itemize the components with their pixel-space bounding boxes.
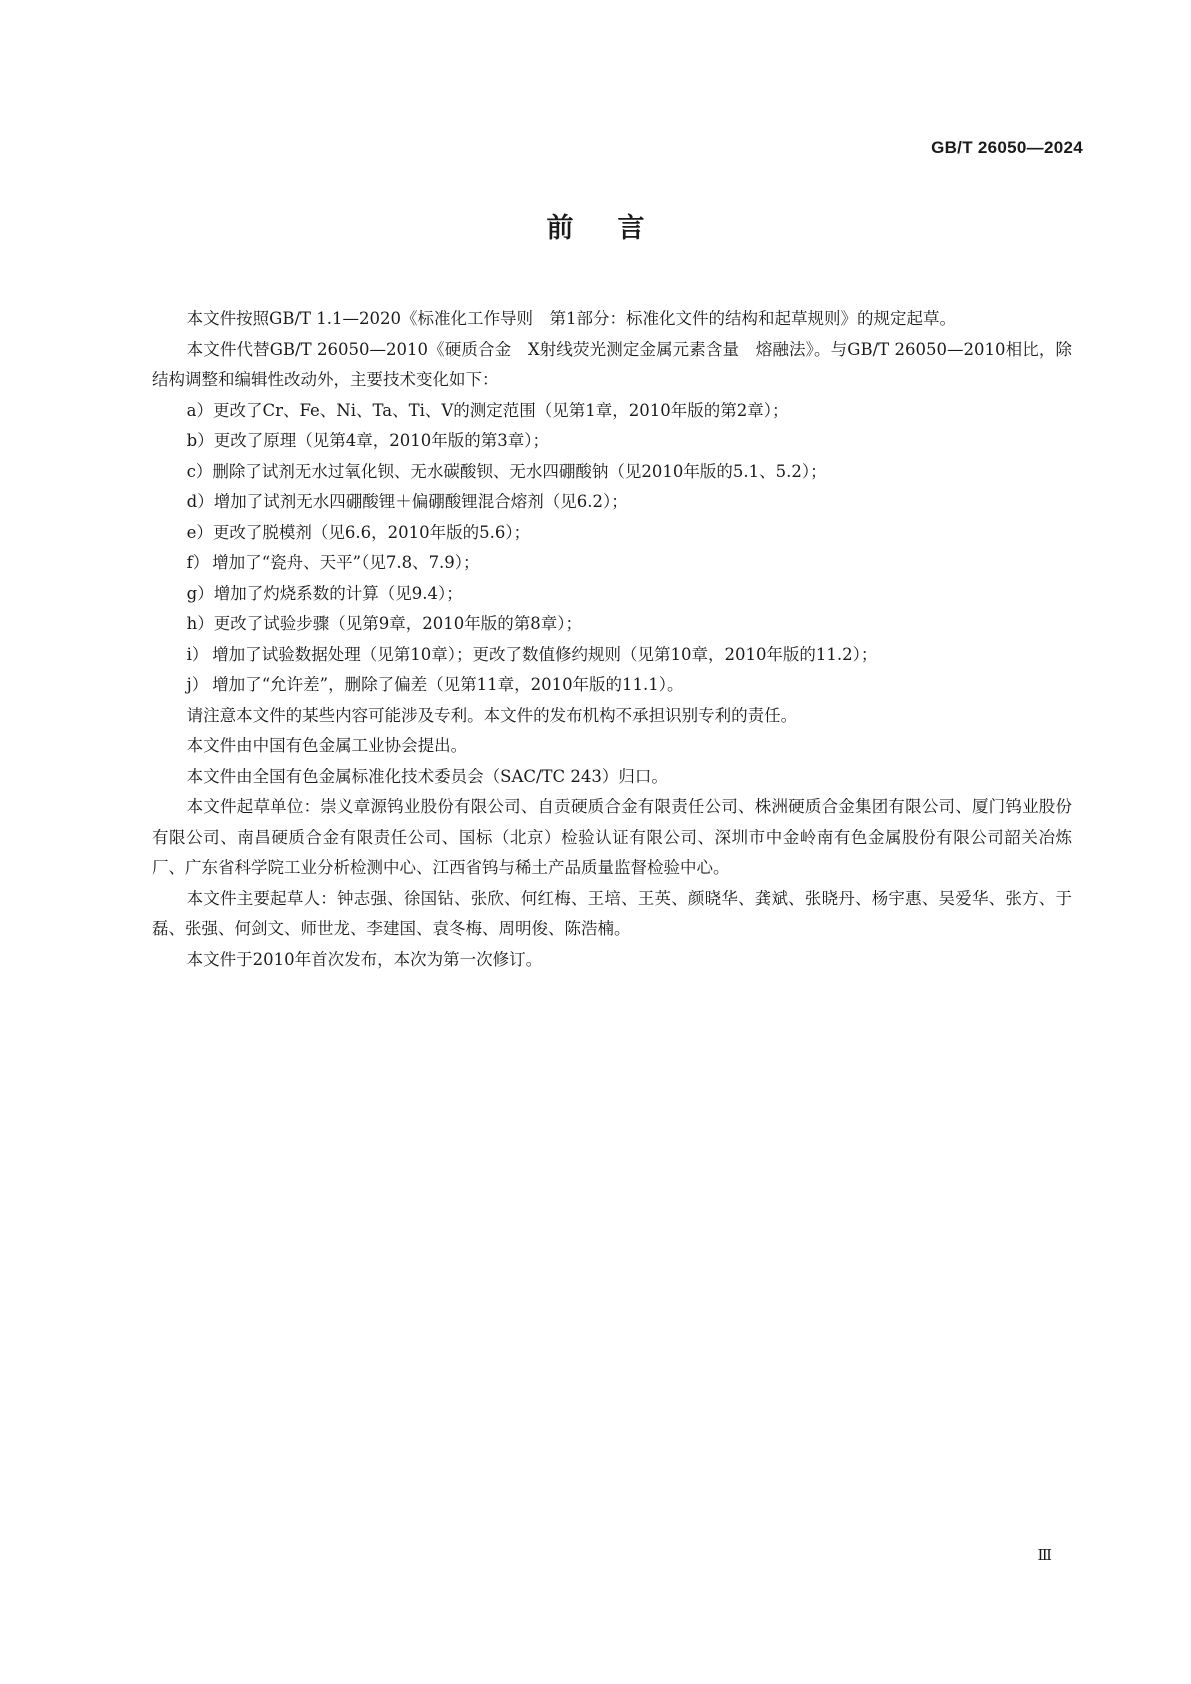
list-item: [152, 487, 1072, 518]
list-marker: h）: [186, 614, 214, 633]
paragraph-drafting-rules: 本文件按照GB/T 1.1—2020《标准化工作导则 第1部分：标准化文件的结构和起草规则》的规定起草。: [186, 309, 956, 328]
list-marker: a）: [186, 400, 213, 420]
list-item: [152, 396, 1072, 427]
list-item-text: 更改了原理（见第4章，2010年版的第3章）；: [213, 431, 549, 450]
list-marker: i）: [186, 644, 209, 664]
list-item-text: 更改了脱模剂（见6.6，2010年版的5.6）；: [212, 522, 531, 542]
list-item-text: 增加了试验数据处理（见第10章）；更改了数值修约规则（见第10章，2010年版的11.2）；: [212, 644, 878, 664]
list-marker: d）: [186, 492, 214, 511]
list-item: [152, 548, 1072, 579]
list-item: [152, 518, 1072, 549]
list-marker: f）: [186, 553, 210, 572]
standard-code: GB/T 26050—2024: [931, 138, 1083, 157]
list-item: [152, 426, 1072, 457]
list-marker: c）: [186, 461, 213, 481]
list-item: [152, 640, 1072, 671]
paragraph-proposer: 本文件由中国有色金属工业协会提出。: [186, 736, 468, 755]
list-item-text: 增加了灼烧系数的计算（见9.4）；: [213, 583, 463, 603]
paragraph-drafters: 本文件主要起草人：钟志强、徐国钻、张欣、何红梅、王培、王英、颜晓华、龚斌、张晓丹、杨宇惠、吴爱华、张方、于磊、张强、何剑文、师世龙、李建国、袁冬梅、周明俊、陈浩楠。: [152, 888, 1072, 938]
page-title: 前言: [546, 213, 689, 244]
list-marker: j）: [186, 675, 209, 694]
list-item-text: 删除了试剂无水过氧化钡、无水碳酸钡、无水四硼酸钠（见2010年版的5.1、5.2）；: [212, 461, 827, 481]
list-item-text: 增加了“允许差”，删除了偏差（见第11章，2010年版的11.1）。: [212, 675, 684, 694]
paragraph-drafting-units: 本文件起草单位：崇义章源钨业股份有限公司、自贡硬质合金有限责任公司、株洲硬质合金集团有限公司、厦门钨业股份有限公司、南昌硬质合金有限责任公司、国标（北京）检验认证有限公司、深圳市中金岭南有色金属股份有限公司韶关冶炼厂、广东省科学院工业分析检测中心、江西省钨与稀土产品质量监督检验中心。: [152, 797, 1072, 877]
paragraph-history: 本文件于2010年首次发布，本次为第一次修订。: [186, 949, 543, 969]
changes-list: [152, 396, 1072, 701]
list-item-text: 更改了Cr、Fe、Ni、Ta、Ti、V的测定范围（见第1章，2010年版的第2章）；: [212, 400, 789, 420]
list-marker: e）: [186, 522, 213, 542]
paragraph-patent-notice: 请注意本文件的某些内容可能涉及专利。本文件的发布机构不承担识别专利的责任。: [186, 705, 798, 725]
document-body: [152, 304, 1072, 975]
list-marker: b）: [186, 431, 214, 450]
list-item: [152, 579, 1072, 610]
paragraph-replaces: 本文件代替GB/T 26050—2010《硬质合金 X射线荧光测定金属元素含量 熔融法》。与GB/T 26050—2010相比，除结构调整和编辑性改动外，主要技术变化如下：: [152, 339, 1072, 389]
list-item: [152, 670, 1072, 701]
page-number: Ⅲ: [1037, 1546, 1052, 1564]
list-item-text: 增加了“瓷舟、天平”（见7.8、7.9）；: [212, 553, 480, 572]
list-item-text: 更改了试验步骤（见第9章，2010年版的第8章）；: [213, 614, 583, 633]
list-marker: g）: [186, 583, 214, 603]
list-item: [152, 609, 1072, 640]
list-item-text: 增加了试剂无水四硼酸锂＋偏硼酸锂混合熔剂（见6.2）；: [213, 492, 628, 511]
paragraph-committee: 本文件由全国有色金属标准化技术委员会（SAC/TC 243）归口。: [186, 766, 668, 786]
list-item: [152, 457, 1072, 488]
